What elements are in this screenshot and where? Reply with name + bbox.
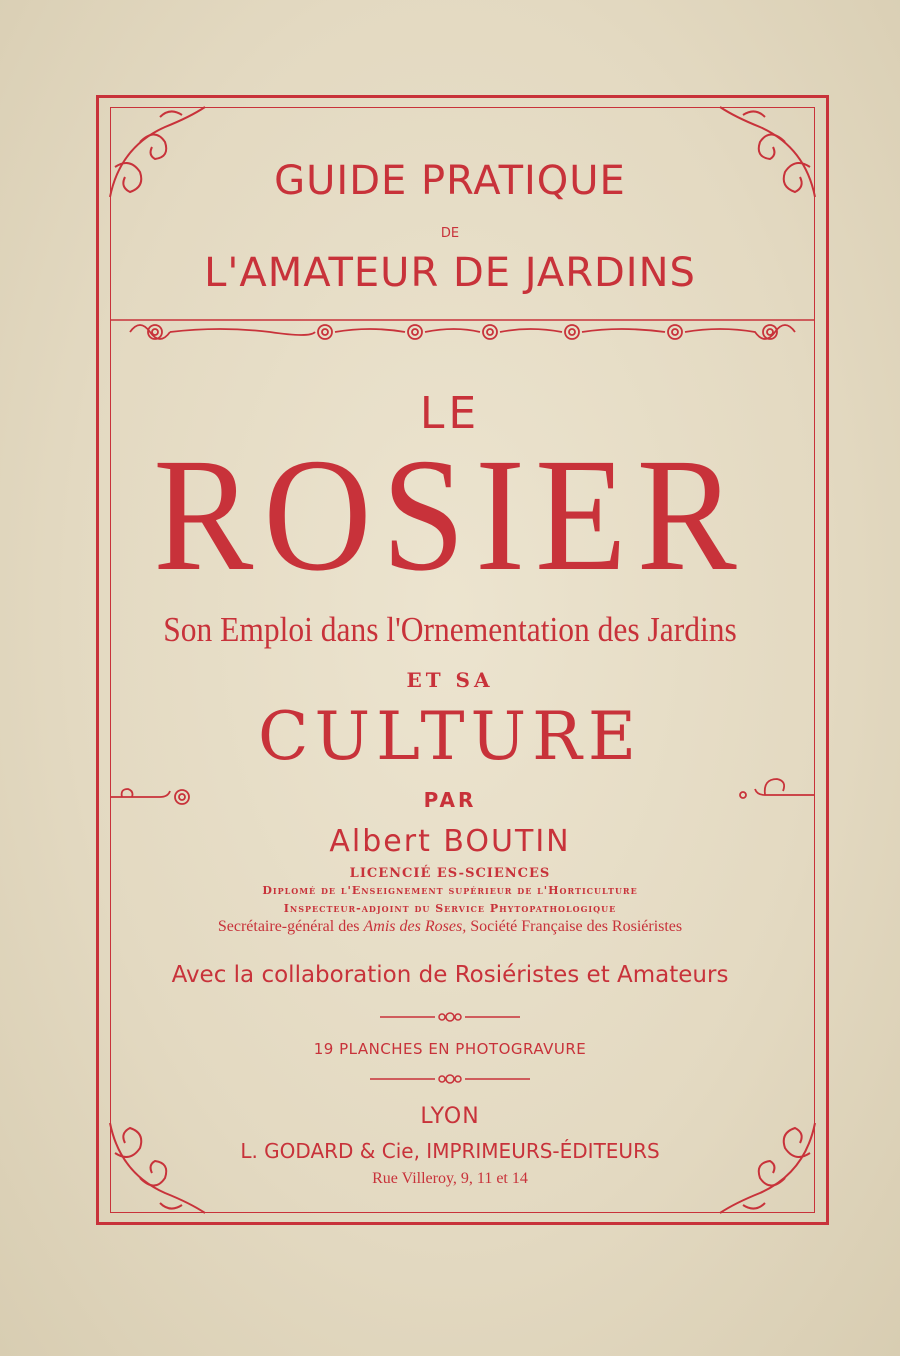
subtitle: Son Emploi dans l'Ornementation des Jardins	[163, 610, 737, 649]
conjunction: ET SA	[406, 668, 494, 692]
collaboration-line: Avec la collaboration de Rosiéristes et Amateurs	[171, 962, 729, 988]
society-prefix: Secrétaire-général des	[217, 918, 360, 935]
society-suffix: Société Française des Rosiéristes	[470, 918, 683, 935]
author-name: Albert BOUTIN	[329, 824, 571, 859]
divider-upper	[380, 1010, 520, 1024]
society-name: Amis des Roses,	[363, 918, 467, 935]
publisher-name: L. GODARD & Cie, IMPRIMEURS-ÉDITEURS	[240, 1139, 660, 1163]
divider-lower	[370, 1072, 530, 1086]
publisher-city: LYON	[420, 1104, 480, 1129]
credential-line: Inspecteur-adjoint du Service Phytopathologique	[283, 902, 617, 915]
title-article: LE	[419, 388, 481, 439]
header-rosette-divider	[110, 318, 815, 348]
publisher-address: Rue Villeroy, 9, 11 et 14	[372, 1170, 528, 1187]
second-title: CULTURE	[257, 698, 643, 775]
credential-line: Diplomé de l'Enseignement supérieur de l'Horticulture	[262, 884, 638, 897]
credential-line: LICENCIÉ ES-SCIENCES	[349, 866, 551, 881]
by-label: PAR	[423, 788, 477, 812]
credential-society-line	[0, 918, 900, 936]
series-title-de: DE	[440, 226, 460, 241]
series-title-line1: GUIDE PRATIQUE	[274, 158, 626, 204]
series-title-line2: L'AMATEUR DE JARDINS	[204, 250, 696, 296]
plates-note: 19 PLANCHES EN PHOTOGRAVURE	[313, 1040, 587, 1058]
main-title: ROSIER	[153, 425, 747, 605]
